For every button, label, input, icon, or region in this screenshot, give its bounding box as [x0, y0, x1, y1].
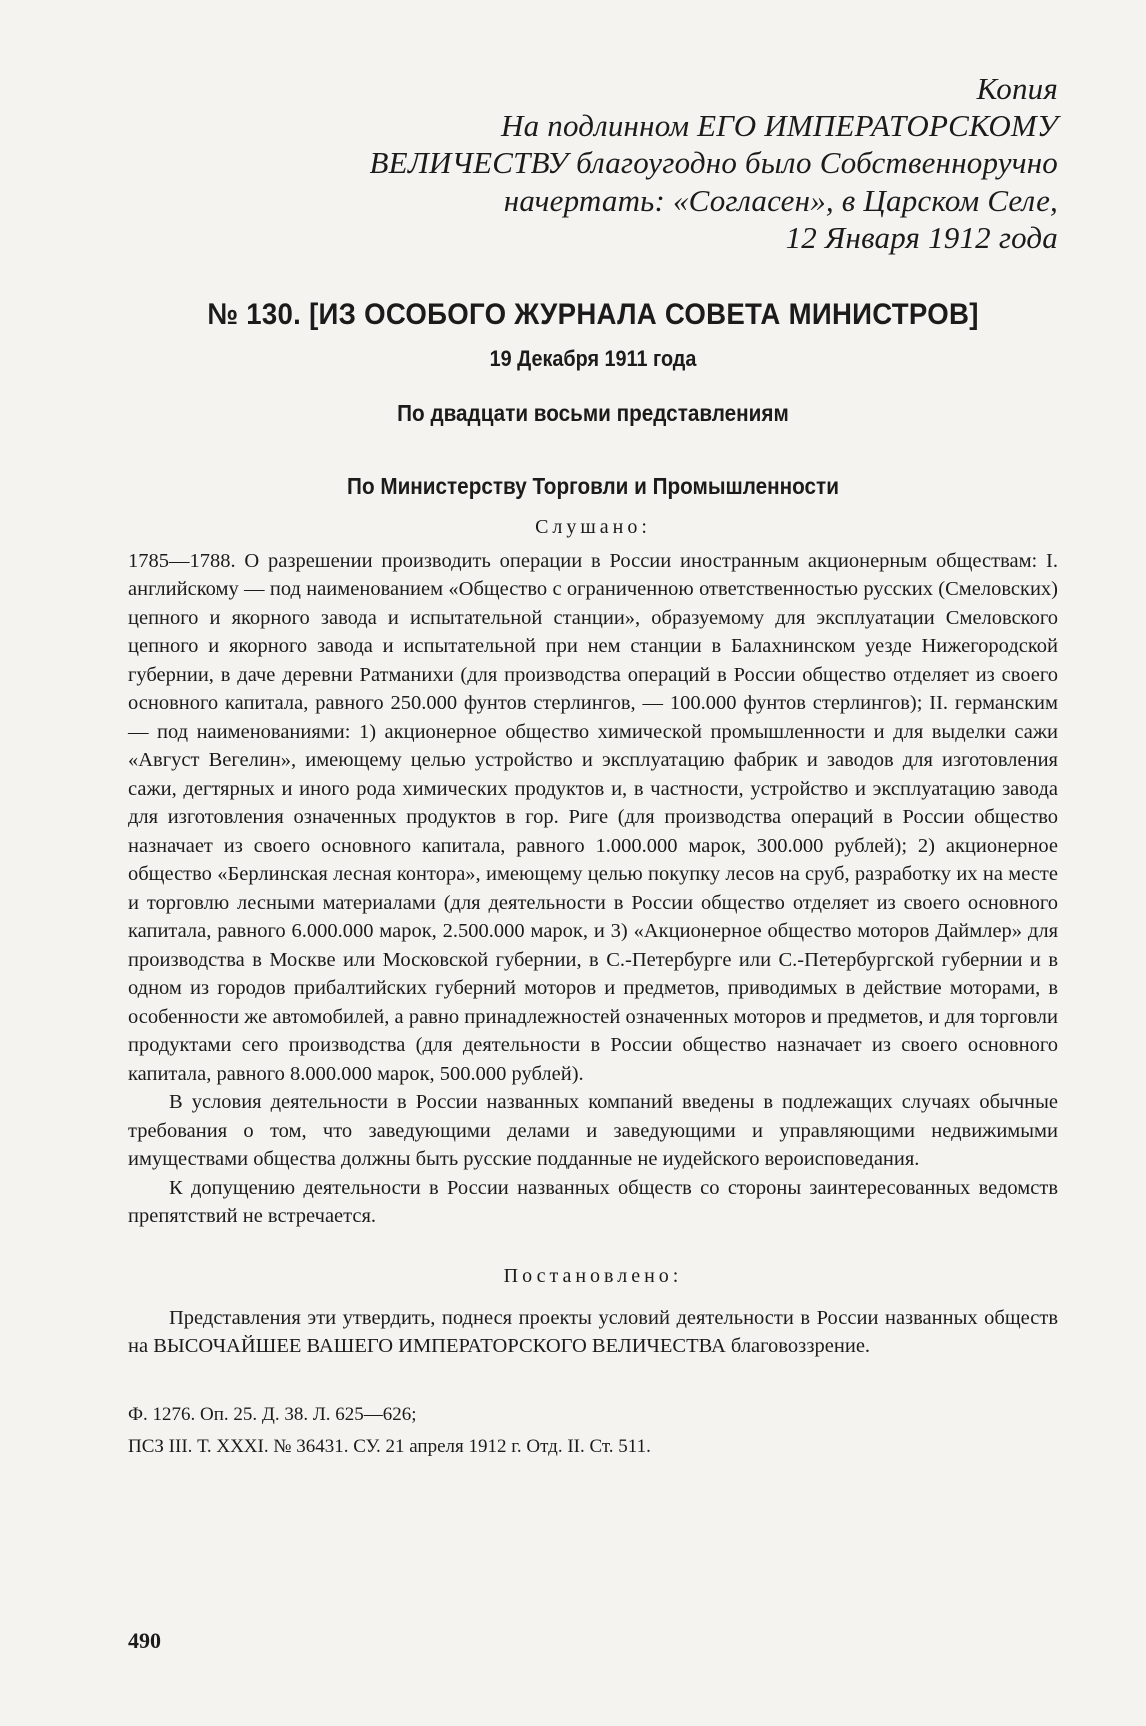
- reference-line: Ф. 1276. Оп. 25. Д. 38. Л. 625—626;: [128, 1403, 417, 1425]
- ministry-heading: По Министерству Торговли и Промышленности: [347, 472, 839, 499]
- archival-references: [128, 1399, 1058, 1463]
- document-subtitle: По двадцати восьми представлениям: [397, 399, 789, 426]
- imperial-annotation: [128, 70, 1058, 256]
- decided-heading: Постановлено:: [503, 1264, 683, 1287]
- heard-paragraph-conditions: В условия деятельности в России названных компаний введены в подлежащих случаях обычные требования о том, что заведующими делами и заведующими и управляющими недвижимыми имуществами общества должны быть русские подданные не иудейского вероисповедания.: [128, 1091, 1058, 1171]
- document-date: 19 Декабря 1911 года: [489, 345, 697, 371]
- page-number: 490: [128, 1628, 161, 1653]
- document-page: [128, 70, 1058, 1463]
- heard-heading: Слушано:: [535, 515, 651, 538]
- document-title: № 130. [ИЗ ОСОБОГО ЖУРНАЛА СОВЕТА МИНИСТРОВ]: [207, 297, 979, 331]
- reference-line: ПСЗ III. Т. XXXI. № 36431. СУ. 21 апреля 1912 г. Отд. II. Ст. 511.: [128, 1435, 651, 1457]
- heard-paragraph-admission: К допущению деятельности в России названных обществ со стороны заинтересованных ведомств препятствий не встречается.: [128, 1176, 1058, 1228]
- heard-paragraph-main: 1785—1788. О разрешении производить операции в России иностранным акционерным обществам: I. английскому — под наименованием «Общество с ограниченною ответственностью русских (Смеловских) цепного и якорного завода и испытательной станции», образуемому для эксплуатации Смеловского цепного и якорного завода и испытательной при нем станции в Балахнинском уезде Нижегородской губернии, в даче деревни Ратманихи (для производства операций в России общество отделяет из своего основного капитала, равного 250.000 фунтов стерлингов, — 100.000 фунтов стерлингов); II. германским — под наименованиями: 1) акционерное общество химической промышленности и для выделки сажи «Август Вегелин», имеющему целью устройство и эксплуатацию фабрик и заводов для изготовления сажи, дегтярных и иного рода химических продуктов и, в частности, устройство и эксплуатацию завода для изготовления означенных продуктов в гор. Риге (для производства операций в России общество назначает из своего основного капитала, равного 1.000.000 марок, 300.000 рублей); 2) акционерное общество «Берлинская лесная контора», имеющему целью покупку лесов на сруб, разработку их на месте и торговлю лесными материалами (для деятельности в России общество отделяет из своего основного капитала, равного 6.000.000 марок, 2.500.000 марок, и 3) «Акционерное общество моторов Даймлер» для производства в Москве или Московской губернии, в С.-Петербурге или С.-Петербургской губернии и в одном из городов прибалтийских губерний моторов и предметов, приводимых в действие моторами, в особенности же автомобилей, а равно принадлежностей означенных моторов и предметов, и для торговли продуктами сего производства (для деятельности в России общество назначает из своего основного капитала, равного 8.000.000 марок, 500.000 рублей).: [128, 549, 1058, 1085]
- annotation-line: 12 Января 1912 года: [785, 219, 1058, 255]
- annotation-line: ВЕЛИЧЕСТВУ благоугодно было Собственноручно: [369, 145, 1058, 181]
- annotation-line: Копия: [976, 71, 1058, 106]
- annotation-line: На подлинном ЕГО ИМПЕРАТОРСКОМУ: [501, 108, 1058, 144]
- decided-paragraph: Представления эти утвердить, поднеся проекты условий деятельности в России названных обществ на ВЫСОЧАЙШЕЕ ВАШЕГО ИМПЕРАТОРСКОГО ВЕЛИЧЕСТВА благовоззрение.: [128, 1306, 1058, 1358]
- annotation-line: начертать: «Согласен», в Царском Селе,: [503, 182, 1058, 218]
